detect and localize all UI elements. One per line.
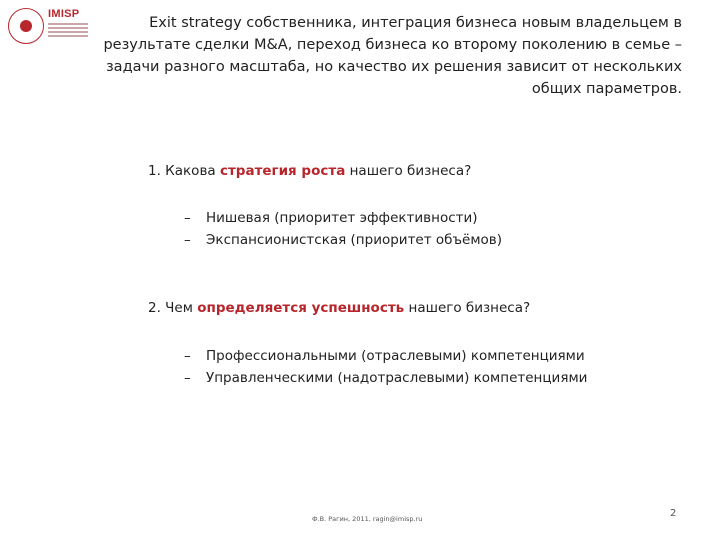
page-number: 2 (670, 508, 677, 519)
question-1-options (184, 207, 502, 251)
question-1 (148, 163, 471, 179)
list-item: – Нишевая (приоритет эффективности) (184, 210, 478, 226)
footer-credit: Ф.В. Рагин, 2011, ragin@imisp.ru (312, 515, 423, 523)
question-1-suffix: нашего бизнеса? (345, 163, 472, 179)
question-2 (148, 300, 530, 316)
list-item: – Профессиональными (отраслевыми) компетенциями (184, 348, 585, 364)
slide-header-paragraph: Exit strategy собственника, интеграция бизнеса новым владельцем в результате сделки M&A, переход бизнеса ко второму поколению в семье – задачи разного масштаба, но качество их решения зависит от нескольких общих параметров. (103, 15, 682, 97)
question-1-prefix: 1. Какова (148, 163, 220, 179)
list-item: – Управленческими (надотраслевыми) компетенциями (184, 370, 588, 386)
question-2-suffix: нашего бизнеса? (404, 300, 531, 316)
question-2-prefix: 2. Чем (148, 300, 198, 316)
list-item: – Экспансионистская (приоритет объёмов) (184, 232, 502, 248)
logo-circle-icon (8, 8, 44, 44)
logo-text: IMISP (48, 8, 80, 20)
imisp-logo (8, 6, 90, 48)
question-2-highlight: определяется успешность (197, 300, 405, 316)
question-2-options (184, 345, 587, 389)
question-1-highlight: стратегия роста (219, 163, 346, 179)
